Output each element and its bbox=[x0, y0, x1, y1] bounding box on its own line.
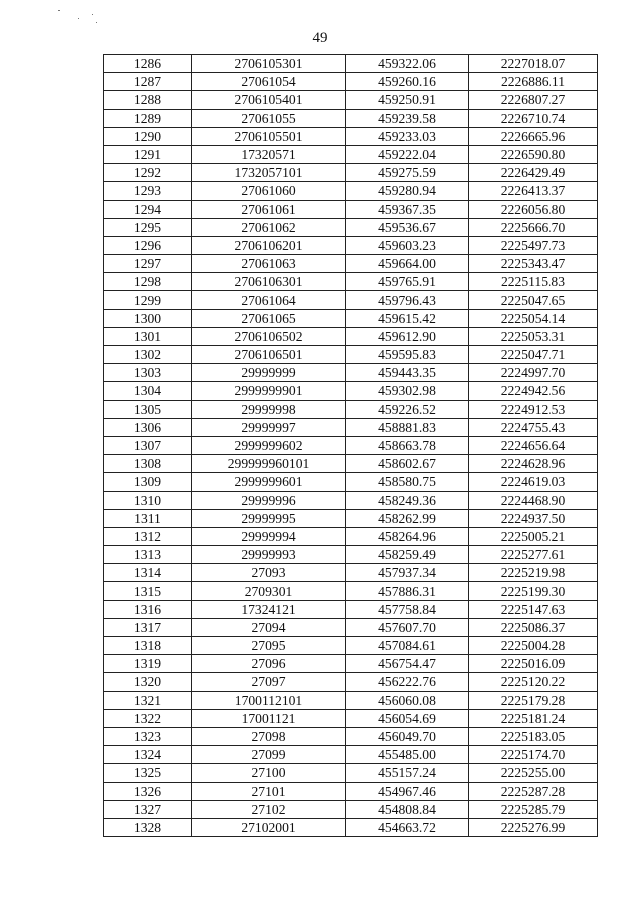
point-number-cell: 1321 bbox=[104, 691, 192, 709]
y-coordinate-cell: 2225047.71 bbox=[469, 346, 598, 364]
point-id-cell: 27094 bbox=[192, 618, 346, 636]
table-row bbox=[104, 455, 598, 473]
table-row bbox=[104, 273, 598, 291]
x-coordinate-cell: 459260.16 bbox=[346, 73, 469, 91]
scan-speck bbox=[92, 14, 93, 15]
point-number-cell: 1327 bbox=[104, 800, 192, 818]
x-coordinate-cell: 455157.24 bbox=[346, 764, 469, 782]
x-coordinate-cell: 459443.35 bbox=[346, 364, 469, 382]
point-number-cell: 1313 bbox=[104, 546, 192, 564]
table-row bbox=[104, 346, 598, 364]
y-coordinate-cell: 2226710.74 bbox=[469, 109, 598, 127]
point-id-cell: 29999999 bbox=[192, 364, 346, 382]
point-id-cell: 2999999901 bbox=[192, 382, 346, 400]
x-coordinate-cell: 458249.36 bbox=[346, 491, 469, 509]
table-row bbox=[104, 182, 598, 200]
table-row bbox=[104, 327, 598, 345]
y-coordinate-cell: 2226807.27 bbox=[469, 91, 598, 109]
point-number-cell: 1309 bbox=[104, 473, 192, 491]
table-row bbox=[104, 600, 598, 618]
y-coordinate-cell: 2225016.09 bbox=[469, 655, 598, 673]
point-number-cell: 1314 bbox=[104, 564, 192, 582]
x-coordinate-cell: 459612.90 bbox=[346, 327, 469, 345]
point-number-cell: 1326 bbox=[104, 782, 192, 800]
table-row bbox=[104, 309, 598, 327]
table-row bbox=[104, 255, 598, 273]
y-coordinate-cell: 2225147.63 bbox=[469, 600, 598, 618]
point-number-cell: 1296 bbox=[104, 236, 192, 254]
y-coordinate-cell: 2224912.53 bbox=[469, 400, 598, 418]
y-coordinate-cell: 2225277.61 bbox=[469, 546, 598, 564]
table-row bbox=[104, 200, 598, 218]
x-coordinate-cell: 459367.35 bbox=[346, 200, 469, 218]
table-row bbox=[104, 582, 598, 600]
point-id-cell: 27095 bbox=[192, 637, 346, 655]
x-coordinate-cell: 456060.08 bbox=[346, 691, 469, 709]
y-coordinate-cell: 2225053.31 bbox=[469, 327, 598, 345]
table-row bbox=[104, 655, 598, 673]
point-id-cell: 27102 bbox=[192, 800, 346, 818]
point-number-cell: 1292 bbox=[104, 164, 192, 182]
point-number-cell: 1323 bbox=[104, 727, 192, 745]
point-id-cell: 17324121 bbox=[192, 600, 346, 618]
x-coordinate-cell: 458264.96 bbox=[346, 527, 469, 545]
x-coordinate-cell: 458262.99 bbox=[346, 509, 469, 527]
table-row bbox=[104, 145, 598, 163]
x-coordinate-cell: 459664.00 bbox=[346, 255, 469, 273]
point-number-cell: 1308 bbox=[104, 455, 192, 473]
point-number-cell: 1307 bbox=[104, 436, 192, 454]
table-row bbox=[104, 727, 598, 745]
y-coordinate-cell: 2226886.11 bbox=[469, 73, 598, 91]
point-id-cell: 27098 bbox=[192, 727, 346, 745]
x-coordinate-cell: 455485.00 bbox=[346, 746, 469, 764]
table-row bbox=[104, 691, 598, 709]
y-coordinate-cell: 2225666.70 bbox=[469, 218, 598, 236]
point-id-cell: 2706106301 bbox=[192, 273, 346, 291]
point-number-cell: 1324 bbox=[104, 746, 192, 764]
point-id-cell: 27099 bbox=[192, 746, 346, 764]
x-coordinate-cell: 459615.42 bbox=[346, 309, 469, 327]
point-number-cell: 1304 bbox=[104, 382, 192, 400]
point-id-cell: 17001121 bbox=[192, 709, 346, 727]
point-number-cell: 1310 bbox=[104, 491, 192, 509]
x-coordinate-cell: 457758.84 bbox=[346, 600, 469, 618]
table-row bbox=[104, 436, 598, 454]
y-coordinate-cell: 2224468.90 bbox=[469, 491, 598, 509]
point-number-cell: 1322 bbox=[104, 709, 192, 727]
table-row bbox=[104, 291, 598, 309]
x-coordinate-cell: 456054.69 bbox=[346, 709, 469, 727]
y-coordinate-cell: 2227018.07 bbox=[469, 55, 598, 73]
table-row bbox=[104, 637, 598, 655]
coordinates-table bbox=[103, 54, 598, 837]
scan-speck bbox=[58, 10, 60, 11]
x-coordinate-cell: 454808.84 bbox=[346, 800, 469, 818]
point-id-cell: 17320571 bbox=[192, 145, 346, 163]
point-number-cell: 1325 bbox=[104, 764, 192, 782]
point-id-cell: 27096 bbox=[192, 655, 346, 673]
point-number-cell: 1303 bbox=[104, 364, 192, 382]
point-id-cell: 27102001 bbox=[192, 818, 346, 836]
point-number-cell: 1294 bbox=[104, 200, 192, 218]
point-number-cell: 1305 bbox=[104, 400, 192, 418]
point-number-cell: 1291 bbox=[104, 145, 192, 163]
y-coordinate-cell: 2225181.24 bbox=[469, 709, 598, 727]
point-id-cell: 27061062 bbox=[192, 218, 346, 236]
point-number-cell: 1312 bbox=[104, 527, 192, 545]
x-coordinate-cell: 456222.76 bbox=[346, 673, 469, 691]
point-number-cell: 1293 bbox=[104, 182, 192, 200]
y-coordinate-cell: 2224619.03 bbox=[469, 473, 598, 491]
x-coordinate-cell: 458881.83 bbox=[346, 418, 469, 436]
coordinates-table-body bbox=[104, 55, 598, 837]
point-id-cell: 2706105401 bbox=[192, 91, 346, 109]
y-coordinate-cell: 2226429.49 bbox=[469, 164, 598, 182]
point-number-cell: 1299 bbox=[104, 291, 192, 309]
table-row bbox=[104, 509, 598, 527]
table-row bbox=[104, 236, 598, 254]
x-coordinate-cell: 459765.91 bbox=[346, 273, 469, 291]
y-coordinate-cell: 2225115.83 bbox=[469, 273, 598, 291]
table-row bbox=[104, 400, 598, 418]
table-row bbox=[104, 764, 598, 782]
point-number-cell: 1287 bbox=[104, 73, 192, 91]
point-id-cell: 27061054 bbox=[192, 73, 346, 91]
point-id-cell: 29999998 bbox=[192, 400, 346, 418]
point-id-cell: 2706106502 bbox=[192, 327, 346, 345]
y-coordinate-cell: 2224656.64 bbox=[469, 436, 598, 454]
table-row bbox=[104, 91, 598, 109]
point-id-cell: 29999997 bbox=[192, 418, 346, 436]
table-row bbox=[104, 55, 598, 73]
x-coordinate-cell: 459302.98 bbox=[346, 382, 469, 400]
y-coordinate-cell: 2224755.43 bbox=[469, 418, 598, 436]
point-number-cell: 1298 bbox=[104, 273, 192, 291]
table-row bbox=[104, 800, 598, 818]
point-number-cell: 1328 bbox=[104, 818, 192, 836]
scan-speck bbox=[96, 22, 97, 23]
y-coordinate-cell: 2225183.05 bbox=[469, 727, 598, 745]
point-id-cell: 2999999601 bbox=[192, 473, 346, 491]
x-coordinate-cell: 459280.94 bbox=[346, 182, 469, 200]
point-id-cell: 1700112101 bbox=[192, 691, 346, 709]
table-row bbox=[104, 218, 598, 236]
x-coordinate-cell: 457937.34 bbox=[346, 564, 469, 582]
y-coordinate-cell: 2225255.00 bbox=[469, 764, 598, 782]
y-coordinate-cell: 2225285.79 bbox=[469, 800, 598, 818]
point-number-cell: 1306 bbox=[104, 418, 192, 436]
y-coordinate-cell: 2225086.37 bbox=[469, 618, 598, 636]
x-coordinate-cell: 459796.43 bbox=[346, 291, 469, 309]
point-id-cell: 27093 bbox=[192, 564, 346, 582]
table-row bbox=[104, 73, 598, 91]
x-coordinate-cell: 458580.75 bbox=[346, 473, 469, 491]
point-id-cell: 27097 bbox=[192, 673, 346, 691]
y-coordinate-cell: 2225004.28 bbox=[469, 637, 598, 655]
point-id-cell: 299999960101 bbox=[192, 455, 346, 473]
x-coordinate-cell: 459536.67 bbox=[346, 218, 469, 236]
x-coordinate-cell: 459595.83 bbox=[346, 346, 469, 364]
point-id-cell: 1732057101 bbox=[192, 164, 346, 182]
point-number-cell: 1311 bbox=[104, 509, 192, 527]
table-row bbox=[104, 418, 598, 436]
x-coordinate-cell: 459222.04 bbox=[346, 145, 469, 163]
y-coordinate-cell: 2225497.73 bbox=[469, 236, 598, 254]
y-coordinate-cell: 2225287.28 bbox=[469, 782, 598, 800]
x-coordinate-cell: 457607.70 bbox=[346, 618, 469, 636]
y-coordinate-cell: 2225174.70 bbox=[469, 746, 598, 764]
y-coordinate-cell: 2226590.80 bbox=[469, 145, 598, 163]
point-number-cell: 1317 bbox=[104, 618, 192, 636]
y-coordinate-cell: 2225199.30 bbox=[469, 582, 598, 600]
table-row bbox=[104, 564, 598, 582]
x-coordinate-cell: 459603.23 bbox=[346, 236, 469, 254]
y-coordinate-cell: 2225054.14 bbox=[469, 309, 598, 327]
x-coordinate-cell: 456754.47 bbox=[346, 655, 469, 673]
table-row bbox=[104, 782, 598, 800]
point-id-cell: 2706105501 bbox=[192, 127, 346, 145]
point-number-cell: 1300 bbox=[104, 309, 192, 327]
x-coordinate-cell: 459226.52 bbox=[346, 400, 469, 418]
table-row bbox=[104, 546, 598, 564]
y-coordinate-cell: 2226056.80 bbox=[469, 200, 598, 218]
table-row bbox=[104, 382, 598, 400]
point-number-cell: 1320 bbox=[104, 673, 192, 691]
y-coordinate-cell: 2225276.99 bbox=[469, 818, 598, 836]
point-id-cell: 2709301 bbox=[192, 582, 346, 600]
point-number-cell: 1297 bbox=[104, 255, 192, 273]
y-coordinate-cell: 2225343.47 bbox=[469, 255, 598, 273]
point-number-cell: 1318 bbox=[104, 637, 192, 655]
y-coordinate-cell: 2226665.96 bbox=[469, 127, 598, 145]
x-coordinate-cell: 459322.06 bbox=[346, 55, 469, 73]
x-coordinate-cell: 458663.78 bbox=[346, 436, 469, 454]
point-id-cell: 27100 bbox=[192, 764, 346, 782]
point-id-cell: 2706106501 bbox=[192, 346, 346, 364]
point-number-cell: 1301 bbox=[104, 327, 192, 345]
table-row bbox=[104, 673, 598, 691]
table-row bbox=[104, 709, 598, 727]
point-id-cell: 29999995 bbox=[192, 509, 346, 527]
point-number-cell: 1315 bbox=[104, 582, 192, 600]
point-id-cell: 2999999602 bbox=[192, 436, 346, 454]
y-coordinate-cell: 2225047.65 bbox=[469, 291, 598, 309]
x-coordinate-cell: 459239.58 bbox=[346, 109, 469, 127]
point-id-cell: 27061063 bbox=[192, 255, 346, 273]
table-row bbox=[104, 746, 598, 764]
point-number-cell: 1288 bbox=[104, 91, 192, 109]
point-id-cell: 29999996 bbox=[192, 491, 346, 509]
x-coordinate-cell: 458259.49 bbox=[346, 546, 469, 564]
y-coordinate-cell: 2225120.22 bbox=[469, 673, 598, 691]
y-coordinate-cell: 2224628.96 bbox=[469, 455, 598, 473]
table-row bbox=[104, 127, 598, 145]
point-number-cell: 1319 bbox=[104, 655, 192, 673]
table-row bbox=[104, 818, 598, 836]
point-id-cell: 27061061 bbox=[192, 200, 346, 218]
x-coordinate-cell: 459250.91 bbox=[346, 91, 469, 109]
table-row bbox=[104, 491, 598, 509]
point-id-cell: 27061060 bbox=[192, 182, 346, 200]
point-id-cell: 27061064 bbox=[192, 291, 346, 309]
x-coordinate-cell: 454967.46 bbox=[346, 782, 469, 800]
y-coordinate-cell: 2225005.21 bbox=[469, 527, 598, 545]
table-row bbox=[104, 364, 598, 382]
table-row bbox=[104, 618, 598, 636]
x-coordinate-cell: 454663.72 bbox=[346, 818, 469, 836]
x-coordinate-cell: 456049.70 bbox=[346, 727, 469, 745]
x-coordinate-cell: 457084.61 bbox=[346, 637, 469, 655]
table-row bbox=[104, 164, 598, 182]
point-id-cell: 27061065 bbox=[192, 309, 346, 327]
point-id-cell: 2706106201 bbox=[192, 236, 346, 254]
y-coordinate-cell: 2226413.37 bbox=[469, 182, 598, 200]
y-coordinate-cell: 2224997.70 bbox=[469, 364, 598, 382]
point-id-cell: 27101 bbox=[192, 782, 346, 800]
point-id-cell: 27061055 bbox=[192, 109, 346, 127]
y-coordinate-cell: 2224942.56 bbox=[469, 382, 598, 400]
scan-speck bbox=[78, 18, 79, 19]
point-id-cell: 29999994 bbox=[192, 527, 346, 545]
table-row bbox=[104, 527, 598, 545]
point-number-cell: 1302 bbox=[104, 346, 192, 364]
point-id-cell: 2706105301 bbox=[192, 55, 346, 73]
page-number: 49 bbox=[312, 30, 328, 46]
point-number-cell: 1316 bbox=[104, 600, 192, 618]
point-number-cell: 1295 bbox=[104, 218, 192, 236]
table-row bbox=[104, 473, 598, 491]
y-coordinate-cell: 2224937.50 bbox=[469, 509, 598, 527]
table-row bbox=[104, 109, 598, 127]
point-number-cell: 1286 bbox=[104, 55, 192, 73]
point-number-cell: 1290 bbox=[104, 127, 192, 145]
point-id-cell: 29999993 bbox=[192, 546, 346, 564]
y-coordinate-cell: 2225179.28 bbox=[469, 691, 598, 709]
y-coordinate-cell: 2225219.98 bbox=[469, 564, 598, 582]
x-coordinate-cell: 459233.03 bbox=[346, 127, 469, 145]
x-coordinate-cell: 458602.67 bbox=[346, 455, 469, 473]
x-coordinate-cell: 459275.59 bbox=[346, 164, 469, 182]
point-number-cell: 1289 bbox=[104, 109, 192, 127]
x-coordinate-cell: 457886.31 bbox=[346, 582, 469, 600]
